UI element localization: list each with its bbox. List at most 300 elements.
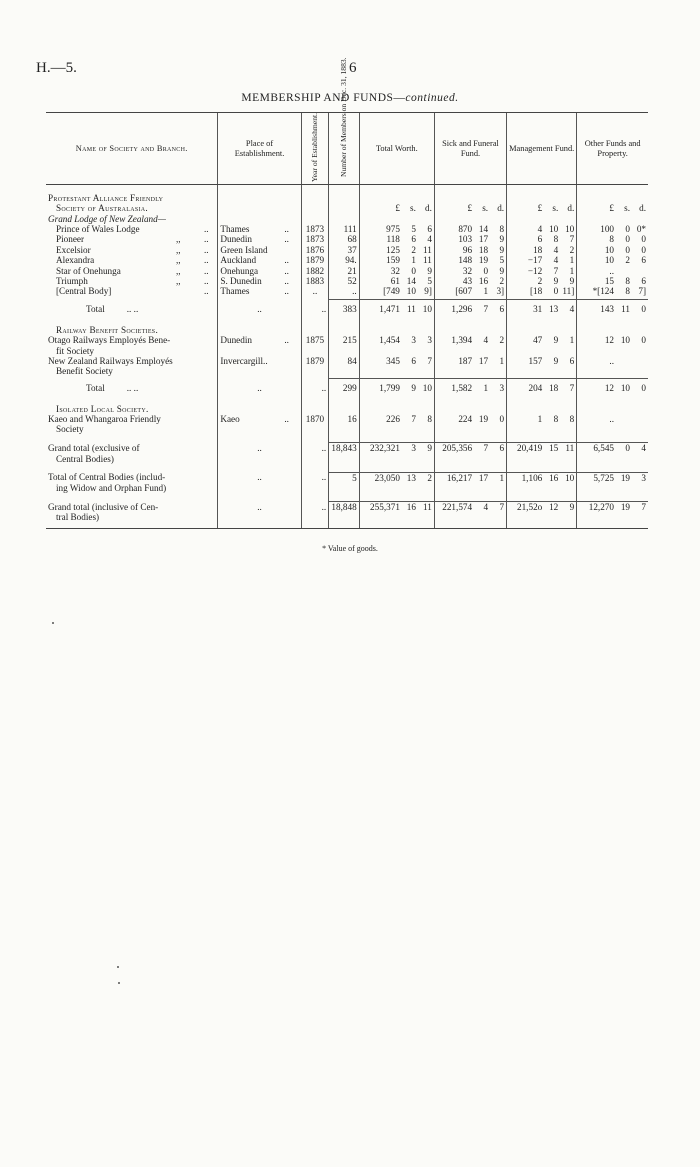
subheading: Grand Lodge of New Zealand— [48,213,166,224]
shillings: 9 [411,383,416,394]
pounds: 226 [386,414,400,425]
table-row-continuation [46,424,648,434]
place [218,414,301,424]
pence: 0* [636,223,646,234]
pence: 7 [427,355,432,366]
shillings: 8 [553,414,559,425]
total-worth [359,266,434,276]
pence: 2 [427,472,432,483]
pounds: .. [609,355,614,366]
total-worth [359,472,434,483]
members: 299 [329,379,360,398]
other-funds-value [579,335,646,345]
society-name-cont: ing Widow and Orphan Fund) [56,483,167,494]
shillings: 10 [620,335,630,346]
currency-header: £ s. d. [395,203,432,214]
shillings: 0 [625,234,630,245]
other-funds [577,414,648,424]
pounds: 125 [386,244,400,255]
shillings: 3 [411,335,416,346]
sick-fund-value [437,266,504,276]
ditto-mark: ,, [176,255,181,266]
pounds: 18 [533,244,543,255]
pence: 1 [499,355,505,366]
pounds: 224 [458,414,473,425]
sick-fund-value [437,286,504,296]
pounds: 4 [537,223,543,234]
pence: 3 [499,383,505,394]
pence: 9 [499,265,505,276]
society-name: Grand total (inclusive of Cen- [48,501,159,512]
pounds: 1,799 [379,383,400,394]
management-fund-value [509,286,574,296]
pounds: 975 [386,223,400,234]
society-name-cont: Central Bodies) [56,453,114,464]
col-header-management-fund: Management Fund. [507,113,577,185]
sick-fund [434,224,506,234]
pounds: 157 [528,355,543,366]
year: 1873 [301,224,328,234]
branch-name: Alexandra [56,255,95,266]
sick-fund-value [437,414,504,424]
total-label [46,379,218,398]
section-heading: Isolated Local Society. [56,403,149,414]
total-worth [359,502,434,513]
pence: 10 [422,304,432,315]
pounds: 12 [604,383,614,394]
place-name: Invercargill.. [220,355,268,366]
sick-fund [434,234,506,244]
pence [630,414,646,424]
pence: 0 [641,383,646,394]
other-funds [577,356,648,366]
other-funds-value [579,304,646,314]
table-title: MEMBERSHIP AND FUNDS—continued. [241,92,459,104]
shillings: 0 [553,286,559,297]
section-heading: Railway Benefit Societies. [56,324,159,335]
management-fund-value [509,383,574,393]
pence: 0 [641,234,646,245]
pence: 0 [499,414,505,425]
pence: 1 [569,335,575,346]
pence: 5 [499,255,505,266]
pence: 9] [424,286,432,297]
shillings: 17 [478,355,489,366]
ditto-mark: ,, [176,265,181,276]
pounds: 15 [604,276,614,286]
sick-fund-value [437,502,504,512]
section-heading-row [46,203,648,213]
pounds: 205,356 [442,443,473,454]
pounds: 47 [533,335,543,346]
table-row [46,224,648,234]
sick-fund-value [437,276,504,286]
shillings: 0 [411,265,416,276]
sick-fund [434,356,506,366]
society-branch-name [46,234,218,244]
year: 1875 [301,335,328,345]
pence: 3] [496,286,505,297]
management-fund [507,286,577,296]
place-name: Onehunga [220,265,259,276]
pounds: 232,321 [370,443,400,454]
pounds: 143 [600,304,614,315]
society-branch-name [46,286,218,296]
leader-dots: .. [284,276,289,286]
pence: 9 [499,234,505,245]
pounds: 255,371 [370,502,400,512]
other-funds-value [579,414,646,424]
year: 1879 [301,255,328,265]
place: .. [218,443,301,454]
place-name: Green Island [220,244,268,255]
leader-dots: .. [204,255,209,266]
pence: 9 [427,443,432,454]
table-row [46,276,648,286]
sick-fund-value [437,224,504,234]
management-fund [507,255,577,265]
pounds: 61 [390,276,400,286]
total-worth [359,245,434,255]
pence: 7 [569,383,575,394]
table-row-continuation [46,366,648,376]
management-fund [507,276,577,286]
shillings: 18 [478,244,489,255]
other-funds [577,276,648,286]
section-heading-row [46,404,648,414]
year: .. [301,379,328,398]
shillings: 5 [411,223,416,234]
year: 1879 [301,356,328,366]
branch-name: Excelsior [56,244,91,255]
document-code: H.—5. [36,60,77,76]
pence: 6 [499,304,505,315]
place: .. [218,379,301,398]
society-name: Total of Central Bodies (includ- [48,472,166,483]
pence: 9 [569,502,575,512]
total-worth [359,414,434,424]
pence: 0 [641,304,646,315]
total-worth-value [362,414,432,424]
table-row [46,356,648,366]
other-funds [577,234,648,244]
total-row [46,300,648,319]
society-branch-name [46,255,218,265]
shillings: 11 [621,304,630,315]
management-fund [507,443,577,454]
stray-mark [52,622,54,624]
pence: 6 [641,255,646,266]
pence: 7 [569,234,575,245]
pounds: 31 [533,304,543,315]
shillings: 3 [411,443,416,454]
shillings: 9 [553,335,559,346]
shillings: 7 [411,414,416,425]
pence [630,266,646,276]
table-row [46,335,648,345]
col-header-year: Year of Establishment. [301,113,328,185]
pence: 7 [641,502,646,512]
pounds: 10 [604,255,614,266]
currency-header: £ s. d. [467,203,505,214]
sick-fund-value [437,335,504,345]
branch-name: Pioneer [56,234,85,245]
place [218,276,301,286]
table-row [46,286,648,296]
total-worth-value [362,335,432,345]
sick-fund [434,266,506,276]
pounds: [18 [530,286,543,297]
shillings: 4 [553,255,559,266]
shillings: 10 [406,286,416,297]
pence: 2 [499,335,505,346]
pounds: 100 [600,223,614,234]
section-heading-row [46,325,648,335]
pounds: 1,454 [379,335,400,346]
other-funds [577,472,648,483]
col-header-name: Name of Society and Branch. [46,113,218,185]
summary-row [46,443,648,454]
shillings: 11 [407,304,416,315]
section-heading-row [46,193,648,203]
pounds: 10 [604,244,614,255]
pence: 2 [499,276,505,286]
page-number: 6 [349,60,357,76]
shillings: 0 [625,223,630,234]
members: 16 [329,414,360,424]
pence: 4 [641,443,646,454]
total-text: Total [86,382,105,393]
shillings: 7 [483,304,489,315]
other-funds [577,502,648,513]
total-worth [359,276,434,286]
pence: 4 [569,304,575,315]
management-fund-value [509,266,574,276]
shillings: 4 [483,335,489,346]
ditto-mark: ,, [176,276,181,286]
leader-dots: .. .. [126,303,139,314]
total-worth-value [362,234,432,244]
members: 37 [329,245,360,255]
place [218,356,301,366]
currency-header: £ s. d. [537,203,575,214]
leader-dots: .. [204,286,209,297]
pence: 6 [427,223,432,234]
pounds: 21,52o [516,502,543,512]
shillings: 6 [411,234,416,245]
pounds: 12,270 [588,502,614,512]
other-funds [577,300,648,319]
other-funds-value [579,383,646,393]
shillings: 0 [483,265,489,276]
year: .. [301,286,328,296]
management-fund-value [509,502,574,512]
ditto-mark: ,, [176,244,181,255]
shillings: 0 [625,244,630,255]
leader-dots: .. [284,255,289,266]
society-branch-name [46,224,218,234]
shillings: 6 [411,355,416,366]
subheading-row [46,214,648,224]
sick-fund [434,255,506,265]
sick-fund [434,443,506,454]
members: 18,848 [329,502,360,513]
table-row-continuation [46,483,648,493]
shillings: 15 [549,443,559,454]
other-funds-value [579,266,646,276]
pounds: *[124 [592,286,614,297]
year: .. [301,472,328,483]
management-fund-value [509,224,574,234]
pence: 7] [638,286,646,297]
shillings: 1 [483,286,489,297]
management-fund-value [509,304,574,314]
shillings: 19 [478,414,489,425]
sick-fund-value [437,245,504,255]
members: 5 [329,472,360,483]
total-worth [359,255,434,265]
leader-dots: .. [204,244,209,255]
other-funds-value [579,224,646,234]
pence: 1 [569,265,575,276]
shillings: 19 [620,472,630,483]
year: 1876 [301,245,328,255]
total-worth [359,300,434,319]
pounds: 118 [386,234,400,245]
sick-fund [434,379,506,398]
shillings: 14 [406,276,416,286]
management-fund [507,335,577,345]
total-worth-value [362,356,432,366]
sick-fund-value [437,255,504,265]
total-worth [359,286,434,296]
table-row [46,234,648,244]
pence: 8 [427,414,432,425]
stray-mark [118,982,120,984]
shillings: 9 [553,355,559,366]
table-row [46,255,648,265]
society-name-cont: fit Society [56,345,95,356]
pounds: [607 [455,286,473,297]
year: 1882 [301,266,328,276]
management-fund [507,234,577,244]
pence: 11 [423,502,432,512]
col-header-place: Place of Establishment. [218,113,301,185]
sick-fund [434,300,506,319]
shillings [614,356,630,366]
other-funds [577,255,648,265]
leader-dots: .. [204,234,209,245]
leader-dots: .. [284,234,289,245]
management-fund-value [509,443,574,453]
table-row-continuation [46,454,648,464]
section-heading: Protestant Alliance Friendly [48,192,164,203]
shillings: 7 [553,265,559,276]
members: .. [329,286,360,296]
other-funds [577,224,648,234]
society-name: Kaeo and Whangaroa Friendly [48,414,161,425]
total-worth-value [362,266,432,276]
pence: 9 [499,244,505,255]
sick-fund [434,335,506,345]
shillings: 16 [549,472,559,483]
shillings: 13 [549,304,559,315]
pounds: 1 [537,414,543,425]
branch-name: Prince of Wales Lodge [56,223,140,234]
society-name: Grand total (exclusive of [48,442,140,453]
shillings: 18 [549,383,559,394]
management-fund-value [509,255,574,265]
pounds: .. [609,414,614,425]
pounds: 159 [386,255,400,266]
place [218,286,301,296]
members: 21 [329,266,360,276]
other-funds [577,379,648,398]
other-funds [577,266,648,276]
shillings [614,266,630,276]
branch-name: [Central Body] [56,286,112,297]
sick-fund-value [437,234,504,244]
total-worth [359,356,434,366]
other-funds-value [579,502,646,512]
place-name: S. Dunedin [220,276,262,286]
pounds: 43 [462,276,473,286]
place-name: Auckland [220,255,257,266]
shillings: 19 [620,502,630,512]
management-fund-value [509,356,574,366]
pounds: 32 [390,265,400,276]
shillings: 14 [478,223,489,234]
leader-dots: .. [284,414,289,425]
col-header-members: Number of Members on Dec. 31, 1883. [329,113,360,185]
management-fund [507,472,577,483]
other-funds-value [579,356,646,366]
pounds: 96 [462,244,473,255]
management-fund [507,224,577,234]
pence: 8 [569,414,575,425]
branch-name: Triumph [56,276,88,286]
sick-fund [434,245,506,255]
members: 383 [329,300,360,319]
pounds: 345 [386,355,400,366]
other-funds [577,443,648,454]
management-fund [507,379,577,398]
branch-name: Star of Onehunga [56,265,121,276]
shillings: 16 [406,502,416,512]
shillings [614,414,630,424]
year: 1870 [301,414,328,424]
pence: 11] [562,286,575,297]
other-funds-value [579,255,646,265]
management-fund-value [509,276,574,286]
pounds: 6,545 [593,443,614,454]
pence: 11 [565,443,575,454]
sick-fund-value [437,443,504,453]
total-worth [359,234,434,244]
shillings: 8 [625,276,630,286]
total-worth-value [362,443,432,453]
other-funds [577,245,648,255]
place [218,266,301,276]
society-branch-name [46,266,218,276]
place-name: Kaeo [220,414,240,425]
shillings: 2 [625,255,630,266]
place: .. [218,472,301,483]
pence: 1 [499,472,505,483]
place [218,245,301,255]
pounds: 6 [537,234,543,245]
total-worth-value [362,286,432,296]
